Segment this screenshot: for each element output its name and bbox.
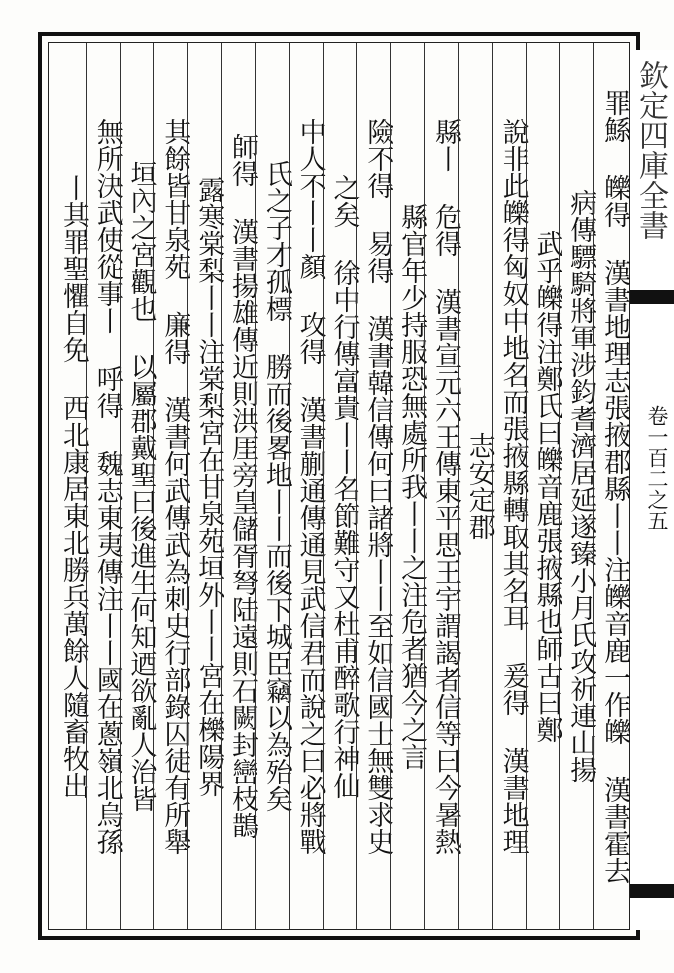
text-column: 露寒棠梨丨丨注棠梨宮在甘泉苑垣外丨丨宮在櫟陽界 bbox=[193, 175, 225, 797]
column-rule bbox=[458, 43, 459, 929]
column-rule bbox=[526, 43, 527, 929]
column-rule bbox=[424, 43, 425, 929]
column-rule bbox=[255, 43, 256, 929]
column-rule bbox=[120, 43, 121, 929]
text-column: 之矣 徐中行傳富貴丨丨名節難守又杜甫醉歌行神仙 bbox=[328, 173, 360, 799]
text-column: 縣丨 危得 漢書宣元六王傳東平思王宇謂謁者信等曰今暑熱 bbox=[429, 117, 461, 855]
column-rule bbox=[356, 43, 357, 929]
text-column: 丨其罪聖懼自免 西北康居東北勝兵萬餘人隨畜牧出 bbox=[57, 173, 89, 799]
column-rule bbox=[153, 43, 154, 929]
text-column: 險不得 易得 漢書韓信傳何曰諸將丨丨至如信國士無雙求史 bbox=[362, 117, 394, 855]
margin-fishtail bbox=[630, 290, 674, 304]
column-rule bbox=[492, 43, 493, 929]
column-rule bbox=[593, 43, 594, 929]
text-column: 垣內之宮觀也 以屬郡戴聖曰後進生何知迺欲亂人治皆 bbox=[125, 160, 157, 812]
column-rule bbox=[559, 43, 560, 929]
text-column: 無所決武使從事丨 呼得 魏志東夷傳注丨丨國在蔥嶺北烏孫 bbox=[91, 117, 123, 855]
column-rule bbox=[289, 43, 290, 929]
column-rule bbox=[390, 43, 391, 929]
text-column: 罪鯀 皪得 漢書地理志張掖郡縣丨丨注皪音鹿一作皪 漢書霍去 bbox=[599, 88, 631, 884]
margin-volume-label: 卷一百二之五 bbox=[645, 405, 669, 531]
margin-title: 欽定四庫全書 bbox=[633, 60, 668, 240]
text-column: 武乎皪得注鄭氏曰皪音鹿張掖縣也師古曰鄭 bbox=[531, 229, 563, 743]
column-rule bbox=[187, 43, 188, 929]
text-column: 師得 漢書揚雄傳近則洪厓旁皇儲胥弩陆遠則石闕封巒枝鵲 bbox=[227, 133, 259, 839]
text-column: 氏之子才孤標 勝而後畧地丨丨而後下城臣竊以為殆矣 bbox=[260, 160, 292, 812]
text-column: 說非此皪得匈奴中地名而張掖縣轉取其名耳 爰得 漢書地理 bbox=[497, 117, 529, 855]
text-column: 志安定郡 bbox=[463, 432, 495, 540]
text-column: 中人不丨丨顏 攻得 漢書蒯通傳通見武信君而說之曰必將戰 bbox=[294, 117, 326, 855]
column-rule bbox=[221, 43, 222, 929]
column-rule bbox=[323, 43, 324, 929]
text-column: 縣官年少持服恐無處所我丨丨之注危者猶今之言 bbox=[396, 202, 428, 770]
column-rule bbox=[86, 43, 87, 929]
text-column: 病傳驃騎將軍涉鈞耆濟居延遂臻小月氏攻祈連山揚 bbox=[565, 189, 597, 783]
margin-fishtail-bottom bbox=[630, 884, 674, 898]
text-column: 其餘皆甘泉苑 廉得 漢書何武傳武為刺史行部錄囚徒有所舉 bbox=[159, 117, 191, 855]
